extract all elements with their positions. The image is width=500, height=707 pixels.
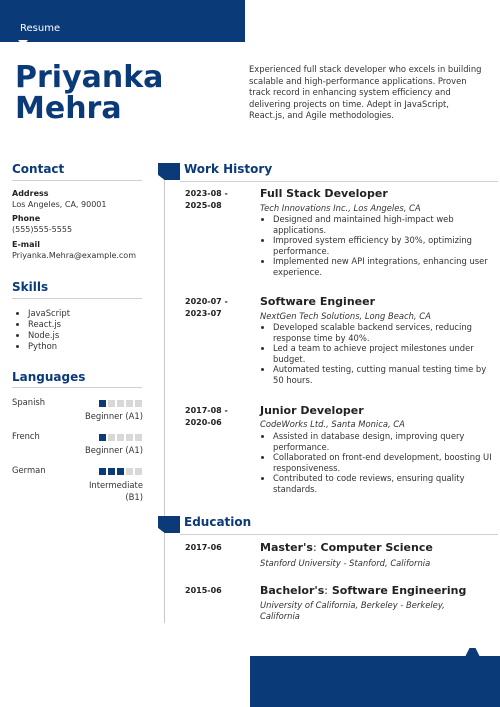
job-bullet: • Led a team to achieve project milestones under budget. [273, 343, 498, 364]
edu-school: Stanford University - Stanford, California [260, 558, 431, 568]
skill-item: • Python [28, 341, 70, 352]
education-flag-icon [158, 516, 180, 533]
job-bullets [260, 322, 498, 386]
timeline-line [164, 168, 165, 623]
header-bar [0, 0, 245, 42]
job-company: NextGen Tech Solutions, Long Beach, CA [260, 311, 431, 321]
job-bullet: • Automated testing, cutting manual testing time by 50 hours. [273, 364, 498, 385]
first-name: Priyanka [15, 60, 164, 95]
rating-square-filled [117, 468, 124, 475]
job-dates [185, 296, 228, 320]
language-level: Beginner (A1) [84, 411, 143, 421]
job-end: 2020-06 [185, 418, 222, 427]
rating-square-empty [135, 400, 142, 407]
skills-divider [12, 298, 142, 299]
skill-item: • JavaScript [28, 308, 70, 319]
contact-divider [12, 180, 142, 181]
job-bullet: • Contributed to code reviews, ensuring quality standards. [273, 473, 498, 494]
edu-date: 2017-06 [185, 543, 222, 552]
rating-square-empty [117, 434, 124, 441]
degree-field: Software Engineering [331, 584, 467, 597]
job-bullet: • Designed and maintained high-impact web applications. [273, 214, 498, 235]
summary-text: Experienced full stack developer who excels in building scalable and high-performance applications. Proven track record in enhancing system efficiency and delivering projects on time. Adept in JavaScript, React.js, and Agile methodologies. [249, 64, 482, 121]
job-bullet: • Collaborated on front-end development, boosting UI responsiveness. [273, 452, 498, 473]
job-title: Junior Developer [260, 404, 364, 417]
edu-degree [260, 541, 433, 554]
rating-square-filled [99, 468, 106, 475]
degree-type: Bachelor's [260, 584, 325, 597]
phone-label: Phone [12, 214, 41, 223]
language-name: Spanish [12, 397, 46, 407]
rating-square-empty [108, 434, 115, 441]
education-title: Education [184, 515, 252, 529]
work-history-flag-icon [158, 163, 180, 180]
languages-title: Languages [12, 370, 86, 384]
job-start: 2020-07 - [185, 297, 228, 306]
candidate-name [15, 62, 235, 124]
job-bullets [260, 214, 498, 278]
education-divider [180, 534, 498, 535]
job-company: Tech Innovations Inc., Los Angeles, CA [260, 203, 421, 213]
language-rating [99, 434, 142, 441]
degree-separator: : [324, 584, 329, 597]
phone-value: (555)555-5555 [12, 225, 73, 234]
address-label: Address [12, 189, 49, 198]
edu-school: University of California, Berkeley - Berkeley, California [260, 600, 445, 621]
rating-square-empty [126, 434, 133, 441]
last-name: Mehra [15, 91, 122, 126]
degree-type: Master's [260, 541, 313, 554]
rating-square-filled [108, 468, 115, 475]
edu-date: 2015-06 [185, 586, 222, 595]
skills-title: Skills [12, 280, 49, 294]
footer-bar [250, 656, 500, 707]
job-start: 2017-08 - [185, 406, 228, 415]
job-bullet: • Assisted in database design, improving query performance. [273, 431, 498, 452]
job-bullet: • Improved system efficiency by 30%, optimizing performance. [273, 235, 498, 256]
document-label: Resume [20, 23, 61, 34]
job-bullets [260, 431, 498, 495]
degree-field: Computer Science [320, 541, 433, 554]
language-name: French [12, 431, 40, 441]
job-bullet: • Implemented new API integrations, enhancing user experience. [273, 256, 498, 277]
job-end: 2023-07 [185, 309, 222, 318]
job-dates [185, 188, 228, 212]
skill-item: • Node.js [28, 330, 70, 341]
rating-square-empty [108, 400, 115, 407]
email-label: E-mail [12, 240, 41, 249]
skills-list [12, 308, 70, 352]
rating-square-empty [126, 468, 133, 475]
job-title: Full Stack Developer [260, 187, 388, 200]
work-history-divider [180, 181, 498, 182]
degree-separator: : [312, 541, 317, 554]
language-name: German [12, 465, 46, 475]
email-value: Priyanka.Mehra@example.com [12, 251, 136, 260]
job-bullet: • Developed scalable backend services, reducing response time by 40%. [273, 322, 498, 343]
languages-divider [12, 387, 142, 388]
job-dates [185, 405, 228, 429]
job-title: Software Engineer [260, 295, 375, 308]
work-history-title: Work History [184, 162, 273, 176]
rating-square-empty [126, 400, 133, 407]
language-level: Intermediate (B1) [88, 480, 143, 502]
edu-degree [260, 584, 466, 597]
rating-square-filled [99, 434, 106, 441]
address-value: Los Angeles, CA, 90001 [12, 200, 107, 209]
job-end: 2025-08 [185, 201, 222, 210]
language-level: Beginner (A1) [84, 445, 143, 455]
language-rating [99, 400, 142, 407]
language-rating [99, 468, 142, 475]
rating-square-filled [99, 400, 106, 407]
header-notch [18, 40, 28, 46]
contact-title: Contact [12, 162, 65, 176]
skill-item: • React.js [28, 319, 70, 330]
rating-square-empty [135, 434, 142, 441]
rating-square-empty [135, 468, 142, 475]
rating-square-empty [117, 400, 124, 407]
job-start: 2023-08 - [185, 189, 228, 198]
job-company: CodeWorks Ltd., Santa Monica, CA [260, 419, 405, 429]
